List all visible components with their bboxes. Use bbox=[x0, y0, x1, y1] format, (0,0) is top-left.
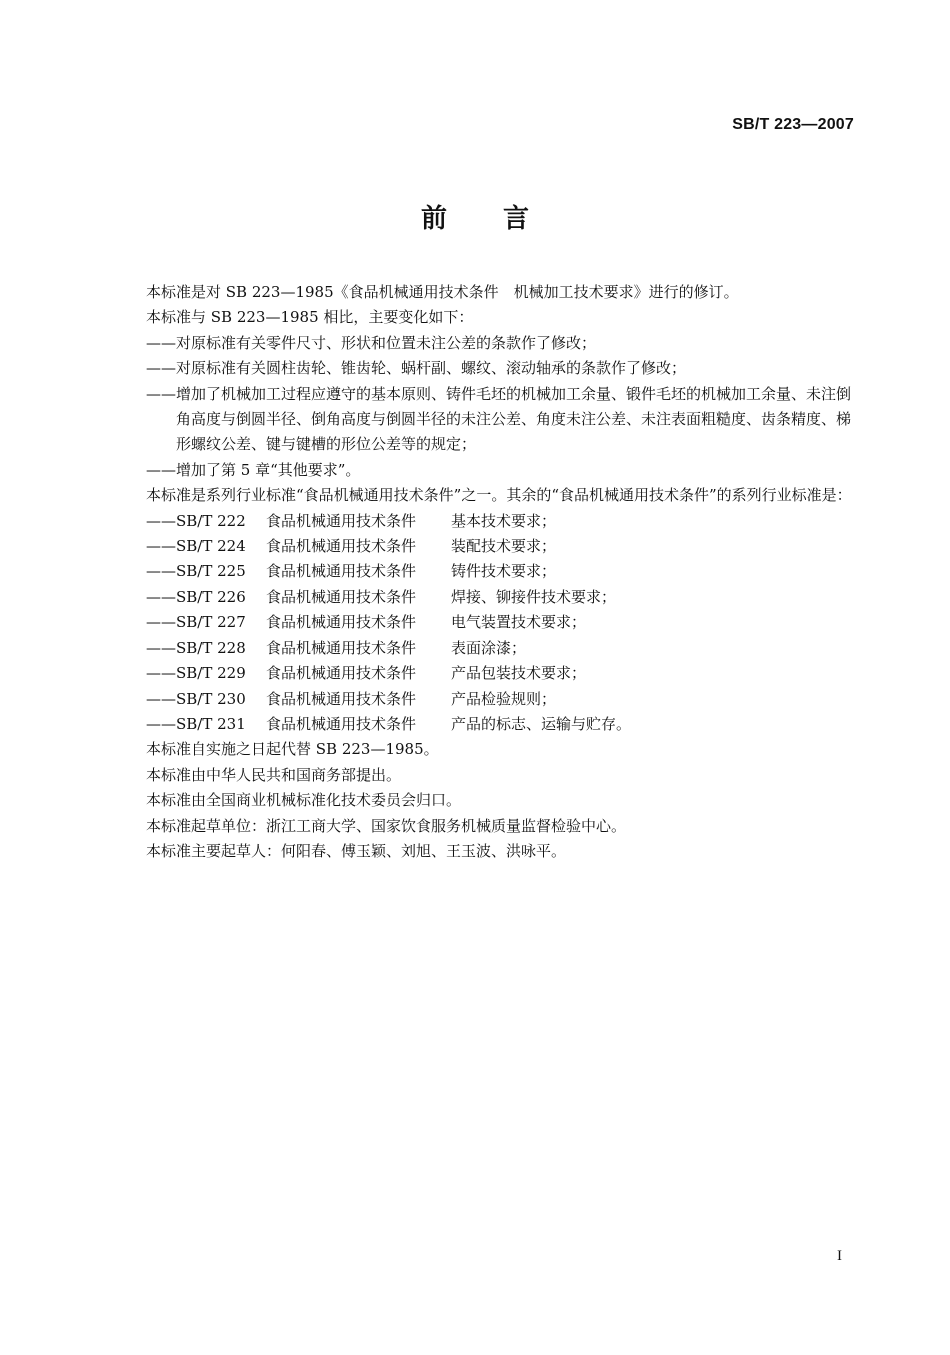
series-name: 食品机械通用技术条件 bbox=[266, 689, 417, 708]
series-item bbox=[110, 610, 856, 635]
changes-list bbox=[110, 331, 856, 483]
series-item bbox=[110, 534, 856, 559]
series-name: 食品机械通用技术条件 bbox=[266, 511, 417, 530]
series-part: 焊接、铆接件技术要求； bbox=[451, 587, 617, 606]
document-body bbox=[110, 280, 856, 864]
series-code: ——SB/T 227 bbox=[146, 613, 246, 632]
closing-line: 本标准主要起草人：何阳春、傅玉颖、刘旭、王玉波、洪咏平。 bbox=[146, 841, 567, 860]
series-item bbox=[110, 661, 856, 686]
change-item: ——对原标准有关零件尺寸、形状和位置未注公差的条款作了修改； bbox=[146, 333, 597, 352]
series-code: ——SB/T 228 bbox=[146, 638, 246, 657]
series-code: ——SB/T 226 bbox=[146, 587, 246, 606]
series-name: 食品机械通用技术条件 bbox=[266, 537, 417, 556]
change-item: ——对原标准有关圆柱齿轮、锥齿轮、蜗杆副、螺纹、滚动轴承的条款作了修改； bbox=[146, 359, 687, 378]
series-part: 产品的标志、运输与贮存。 bbox=[451, 714, 632, 733]
series-item bbox=[110, 712, 856, 737]
changes-intro: 本标准与 SB 223—1985 相比，主要变化如下： bbox=[146, 308, 474, 327]
page-title: 前言 bbox=[420, 204, 585, 234]
series-part: 铸件技术要求； bbox=[451, 562, 557, 581]
series-code: ——SB/T 230 bbox=[146, 689, 246, 708]
series-item bbox=[110, 509, 856, 534]
page-number: I bbox=[837, 1248, 842, 1264]
series-code: ——SB/T 224 bbox=[146, 537, 246, 556]
series-name: 食品机械通用技术条件 bbox=[266, 638, 417, 657]
series-item bbox=[110, 687, 856, 712]
series-code: ——SB/T 225 bbox=[146, 562, 246, 581]
closing-line: 本标准起草单位：浙江工商大学、国家饮食服务机械质量监督检验中心。 bbox=[146, 816, 627, 835]
series-name: 食品机械通用技术条件 bbox=[266, 714, 417, 733]
series-list bbox=[110, 509, 856, 738]
series-code: ——SB/T 222 bbox=[146, 511, 246, 530]
series-name: 食品机械通用技术条件 bbox=[266, 587, 417, 606]
standard-code: SB/T 223—2007 bbox=[732, 116, 854, 133]
series-part: 产品检验规则； bbox=[451, 689, 557, 708]
series-code: ——SB/T 231 bbox=[146, 714, 246, 733]
series-item bbox=[110, 636, 856, 661]
series-part: 电气装置技术要求； bbox=[451, 613, 587, 632]
series-part: 装配技术要求； bbox=[451, 537, 557, 556]
series-name: 食品机械通用技术条件 bbox=[266, 613, 417, 632]
series-item bbox=[110, 559, 856, 584]
series-item bbox=[110, 585, 856, 610]
series-part: 基本技术要求； bbox=[451, 511, 557, 530]
change-item: ——增加了机械加工过程应遵守的基本原则、铸件毛坯的机械加工余量、锻件毛坯的机械加工余量、未注倒角高度与倒圆半径、倒角高度与倒圆半径的未注公差、角度未注公差、未注表面粗糙度、齿条精度、梯形螺纹公差、键与键槽的形位公差等的规定； bbox=[146, 384, 852, 454]
closing-line: 本标准由中华人民共和国商务部提出。 bbox=[146, 765, 402, 784]
series-part: 产品包装技术要求； bbox=[451, 664, 587, 683]
series-intro: 本标准是系列行业标准“食品机械通用技术条件”之一。其余的“食品机械通用技术条件”的系列行业标准是： bbox=[146, 486, 852, 505]
series-name: 食品机械通用技术条件 bbox=[266, 562, 417, 581]
change-item: ——增加了第 5 章“其他要求”。 bbox=[146, 460, 361, 479]
series-name: 食品机械通用技术条件 bbox=[266, 664, 417, 683]
closing-line: 本标准自实施之日起代替 SB 223—1985。 bbox=[146, 740, 439, 759]
series-code: ——SB/T 229 bbox=[146, 664, 246, 683]
intro-paragraph: 本标准是对 SB 223—1985《食品机械通用技术条件 机械加工技术要求》进行的修订。 bbox=[146, 283, 739, 301]
series-part: 表面涂漆； bbox=[451, 638, 527, 657]
closing-statements bbox=[110, 737, 856, 864]
closing-line: 本标准由全国商业机械标准化技术委员会归口。 bbox=[146, 791, 462, 810]
